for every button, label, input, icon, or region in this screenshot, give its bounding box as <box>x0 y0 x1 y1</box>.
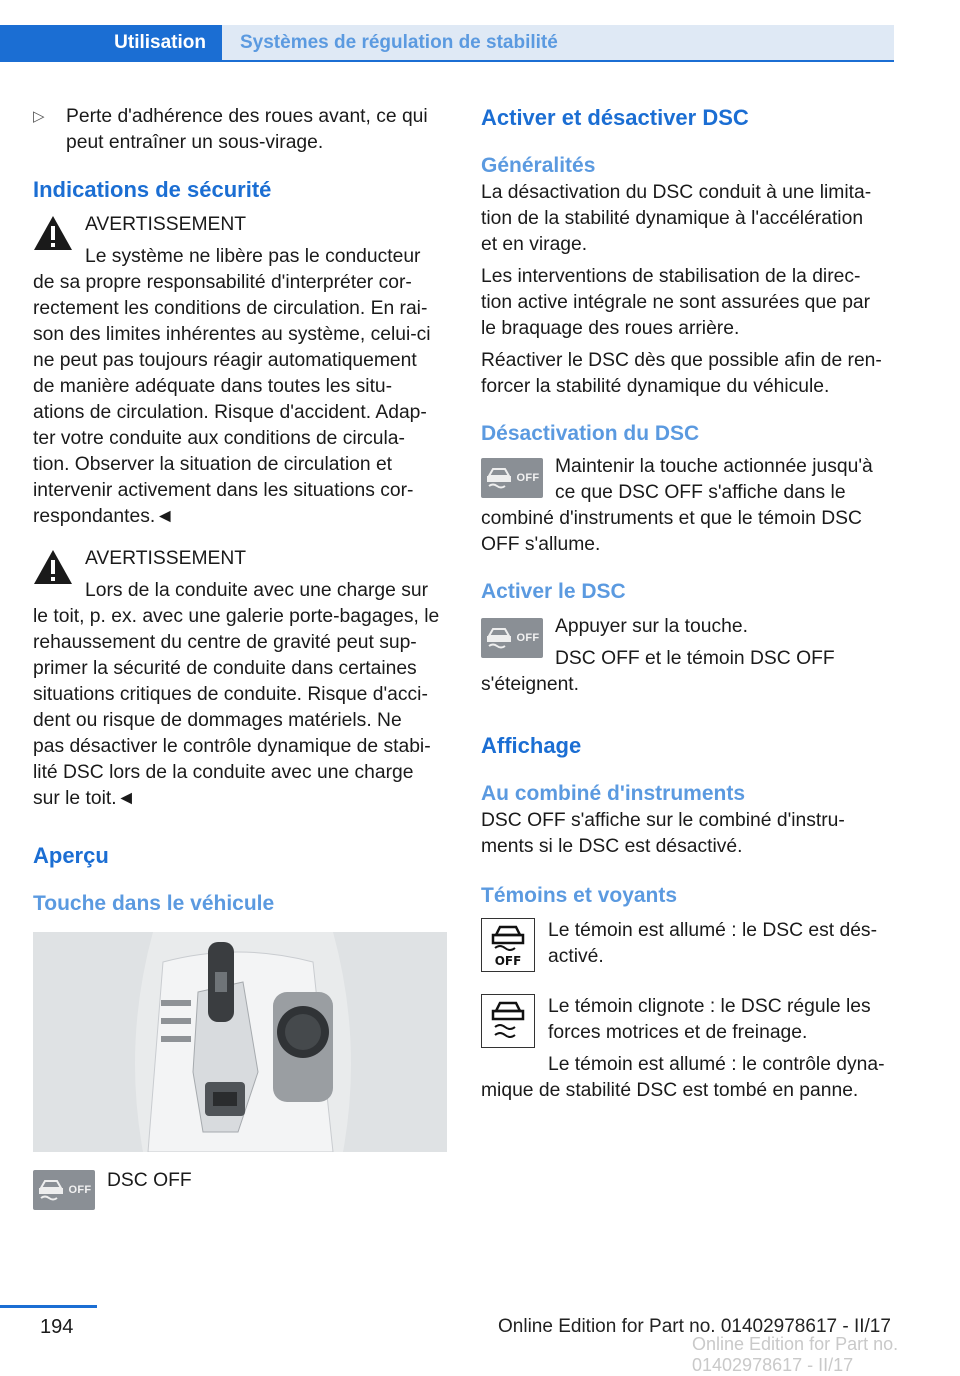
deactivation-heading: Désactivation du DSC <box>481 422 700 445</box>
bullet-line: Perte d'adhérence des roues avant, ce qui <box>66 106 428 127</box>
center-console-photo <box>33 932 447 1152</box>
paragraph <box>481 180 895 258</box>
warning-line: rectement les conditions de circulation. En rai- <box>33 298 428 319</box>
warning-line: respondantes.◄ <box>33 506 175 527</box>
dsc-off-button-icon[interactable] <box>481 458 543 498</box>
activate-dsc-heading: Activer le DSC <box>481 580 626 603</box>
warning-line: rehaussement du centre de gravité peut sup- <box>33 632 417 653</box>
page-header <box>0 0 960 62</box>
indicator-dsc-off <box>481 918 895 976</box>
dsc-off-label: OFF <box>68 1184 92 1196</box>
warning-line: de sa propre responsabilité d'interpréter cor- <box>33 272 412 293</box>
page-number: 194 <box>40 1316 74 1338</box>
warning-title: AVERTISSEMENT <box>85 548 247 569</box>
warning-line: le toit, p. ex. avec une galerie porte-bagages, le <box>33 606 440 627</box>
bullet-item <box>33 104 447 156</box>
text-line: DSC OFF s'affiche sur le combiné d'instru- <box>481 810 845 831</box>
text-line: mique de stabilité DSC est tombé en panne. <box>481 1080 859 1101</box>
display-heading: Affichage <box>481 733 582 758</box>
overview-heading: Aperçu <box>33 843 109 868</box>
warning-line: ter votre conduite aux conditions de circula- <box>33 428 405 449</box>
text-line: La désactivation du DSC conduit à une limita- <box>481 182 872 203</box>
text-line: OFF s'allume. <box>481 534 601 555</box>
text-line: Les interventions de stabilisation de la direc- <box>481 266 861 287</box>
warning-triangle-icon <box>33 215 73 251</box>
dsc-off-button-row <box>33 1168 447 1214</box>
watermark: Online Edition for Part no. 01402978617 - II/17 <box>692 1334 899 1375</box>
car-skid-indicator-icon <box>488 999 528 1043</box>
edition-text: Online Edition for Part no. 01402978617 - II/17 <box>498 1316 891 1337</box>
dsc-off-indicator-icon <box>481 918 535 972</box>
text-line: et en virage. <box>481 234 588 255</box>
warning-line: sur le toit.◄ <box>33 788 136 809</box>
off-text: OFF <box>494 954 522 967</box>
car-skid-icon <box>485 626 513 650</box>
text-line: ments si le DSC est désactivé. <box>481 836 743 857</box>
text-line: Le témoin est allumé : le contrôle dyna- <box>548 1054 885 1075</box>
lights-heading: Témoins et voyants <box>481 884 678 907</box>
text-line: tion de la stabilité dynamique à l'accélération <box>481 208 864 229</box>
text-line: activé. <box>548 946 604 967</box>
warning-line: ations de circulation. Risque d'accident. Adap- <box>33 402 427 423</box>
text-line: le braquage des roues arrière. <box>481 318 740 339</box>
text-line: tion active intégrale ne sont assurées que par <box>481 292 871 313</box>
footer-rule <box>0 1305 97 1308</box>
warning-line: tion. Observer la situation de circulation et <box>33 454 393 475</box>
deactivation-instruction <box>481 454 895 558</box>
car-off-indicator-icon <box>488 923 528 967</box>
text-line: forcer la stabilité dynamique du véhicule. <box>481 376 830 397</box>
button-heading: Touche dans le véhicule <box>33 892 275 915</box>
bullet-line: peut entraîner un sous-virage. <box>66 132 324 153</box>
header-rule <box>0 60 894 62</box>
left-column <box>33 104 447 1214</box>
dsc-off-label: OFF <box>516 632 540 644</box>
text-line: ce que DSC OFF s'affiche dans le <box>555 482 846 503</box>
warning-title: AVERTISSEMENT <box>85 214 247 235</box>
warning-block <box>33 546 447 812</box>
dsc-indicator-icon <box>481 994 535 1048</box>
button-caption: DSC OFF <box>107 1170 192 1191</box>
triangle-bullet-icon: ▷ <box>33 108 45 125</box>
warning-line: Le système ne libère pas le conducteur <box>85 246 421 267</box>
warning-line: son des limites inhérentes au système, celui-ci <box>33 324 431 345</box>
text-line: Réactiver le DSC dès que possible afin de ren- <box>481 350 882 371</box>
indicator-dsc <box>481 994 895 1104</box>
warning-line: situations critiques de conduite. Risque d'acci- <box>33 684 428 705</box>
warning-line: primer la sécurité de conduite dans certaines <box>33 658 417 679</box>
text-line: forces motrices et de freinage. <box>548 1022 808 1043</box>
text-line: Le témoin est allumé : le DSC est dés- <box>548 920 877 941</box>
warning-block <box>33 212 447 530</box>
chapter-tab[interactable]: Utilisation <box>0 25 222 60</box>
dsc-off-button-icon[interactable] <box>481 618 543 658</box>
car-skid-icon <box>485 466 513 490</box>
text-line: Maintenir la touche actionnée jusqu'à <box>555 456 873 477</box>
text-line: Appuyer sur la touche. <box>555 616 748 637</box>
text-line: combiné d'instruments et que le témoin DSC <box>481 508 862 529</box>
dsc-off-button-icon[interactable] <box>33 1170 95 1210</box>
car-skid-icon <box>37 1178 65 1202</box>
warning-line: lité DSC lors de la conduite avec une charge <box>33 762 414 783</box>
warning-line: dent ou risque de dommages matériels. Ne <box>33 710 402 731</box>
paragraph <box>481 348 895 400</box>
paragraph <box>481 808 895 860</box>
safety-heading: Indications de sécurité <box>33 177 272 202</box>
section-tab[interactable]: Systèmes de régulation de stabilité <box>222 25 894 60</box>
text-line: DSC OFF et le témoin DSC OFF <box>555 648 835 669</box>
warning-triangle-icon <box>33 549 73 585</box>
warning-line: intervenir activement dans les situations cor- <box>33 480 414 501</box>
warning-line: pas désactiver le contrôle dynamique de stabi- <box>33 736 431 757</box>
warning-line: Lors de la conduite avec une charge sur <box>85 580 428 601</box>
activate-deactivate-heading: Activer et désactiver DSC <box>481 105 749 130</box>
text-line: Le témoin clignote : le DSC régule les <box>548 996 871 1017</box>
text-line: s'éteignent. <box>481 674 580 695</box>
cluster-heading: Au combiné d'instruments <box>481 782 746 805</box>
right-column <box>481 104 895 1104</box>
general-heading: Généralités <box>481 154 596 177</box>
warning-line: ne peut pas toujours réagir automatiquement <box>33 350 417 371</box>
dsc-off-label: OFF <box>516 472 540 484</box>
warning-line: de manière adéquate dans toutes les situ- <box>33 376 393 397</box>
activation-instruction <box>481 614 895 698</box>
paragraph <box>481 264 895 342</box>
